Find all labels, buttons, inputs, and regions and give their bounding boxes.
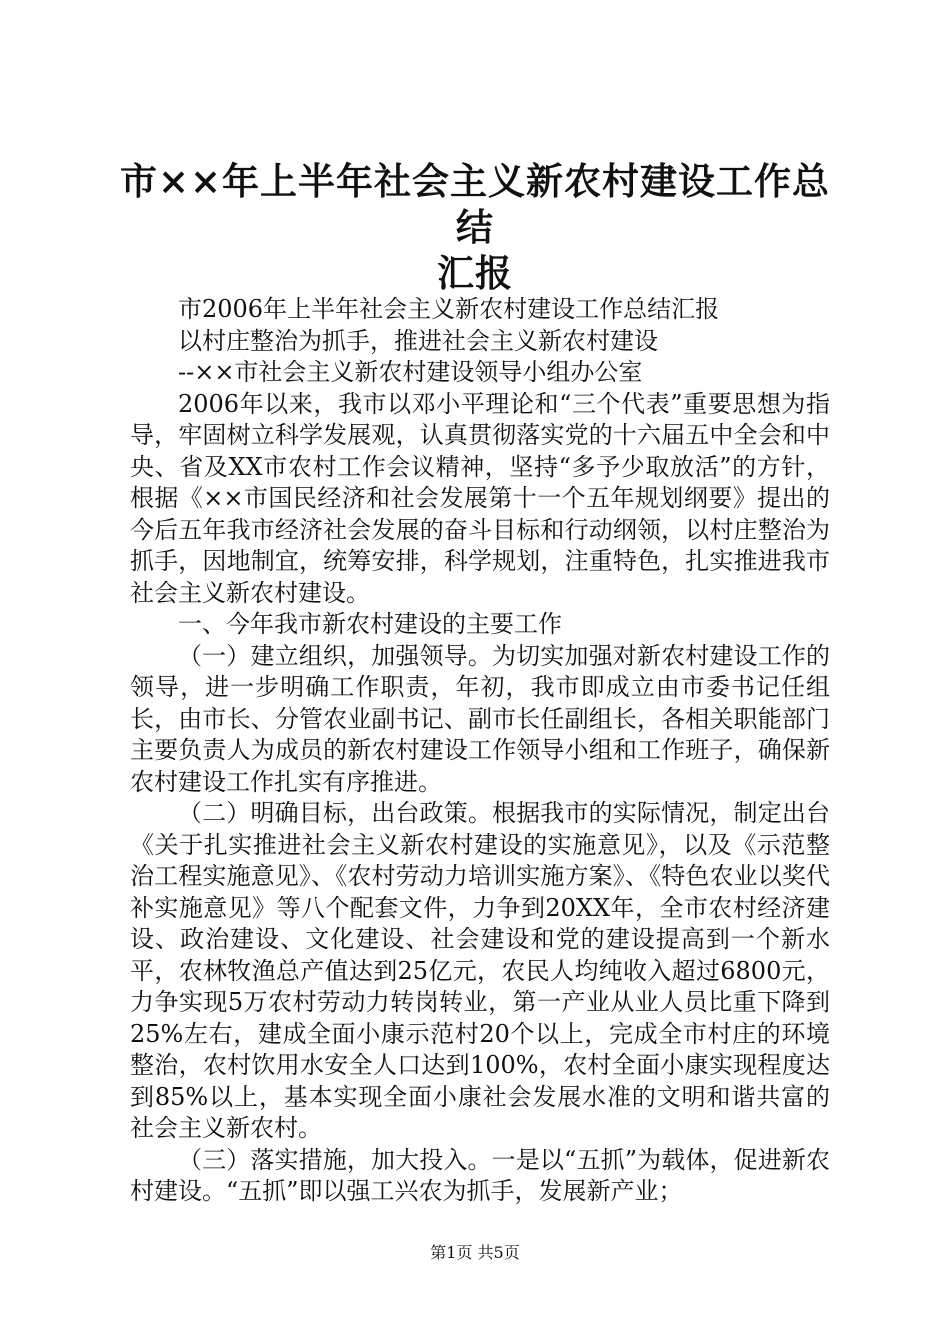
page-footer: 第1页 共5页 (430, 1243, 520, 1262)
title-line-2: 汇报 (437, 251, 513, 295)
body-paragraph: （二）明确目标，出台政策。根据我市的实际情况，制定出台《关于扎实推进社会主义新农村建设的实施意见》，以及《示范整治工程实施意见》、《农村劳动力培训实施方案》、《特色农业以奖代补实施意见》等八个配套文件，力争到20XX年，全市农村经济建设、政治建设、文化建设、社会建设和党的建设提高到一个新水平，农林牧渔总产值达到25亿元，农民人均纯收入超过6800元，力争实现5万农村劳动力转岗转业，第一产业从业人员比重下降到25%左右，建成全面小康示范村20个以上，完成全市村庄的环境整治，农村饮用水安全人口达到100%，农村全面小康实现程度达到85%以上，基本实现全面小康社会发展水准的文明和谐共富的社会主义新农村。 (130, 799, 830, 1142)
subtitle-line: 市2006年上半年社会主义新农村建设工作总结汇报 (178, 295, 720, 323)
author-line: --××市社会主义新农村建设领导小组办公室 (178, 358, 643, 386)
body-paragraph: 2006年以来，我市以邓小平理论和“三个代表”重要思想为指导，牢固树立科学发展观，认真贯彻落实党的十六届五中全会和中央、省及XX市农村工作会议精神，坚持“多予少取放活”的方针，根据《××市国民经济和社会发展第十一个五年规划纲要》提出的今后五年我市经济社会发展的奋斗目标和行动纲领，以村庄整治为抓手，因地制宜，统筹安排，科学规划，注重特色，扎实推进我市社会主义新农村建设。 (130, 389, 830, 607)
document-title (110, 158, 840, 296)
title-line-1: 市××年上半年社会主义新农村建设工作总结 (119, 159, 830, 249)
subtitle-line: 以村庄整治为抓手，推进社会主义新农村建设 (178, 326, 658, 355)
body-paragraph: （三）落实措施，加大投入。一是以“五抓”为载体，促进新农村建设。“五抓”即以强工兴农为抓手，发展新产业； (130, 1145, 830, 1205)
section-heading: 一、今年我市新农村建设的主要工作 (178, 610, 562, 638)
body-paragraph: （一）建立组织，加强领导。为切实加强对新农村建设工作的领导，进一步明确工作职责，年初，我市即成立由市委书记任组长，由市长、分管农业副书记、副市长任副组长，各相关职能部门主要负责人为成员的新农村建设工作领导小组和工作班子，确保新农村建设工作扎实有序推进。 (130, 641, 830, 796)
document-body (130, 294, 830, 1208)
